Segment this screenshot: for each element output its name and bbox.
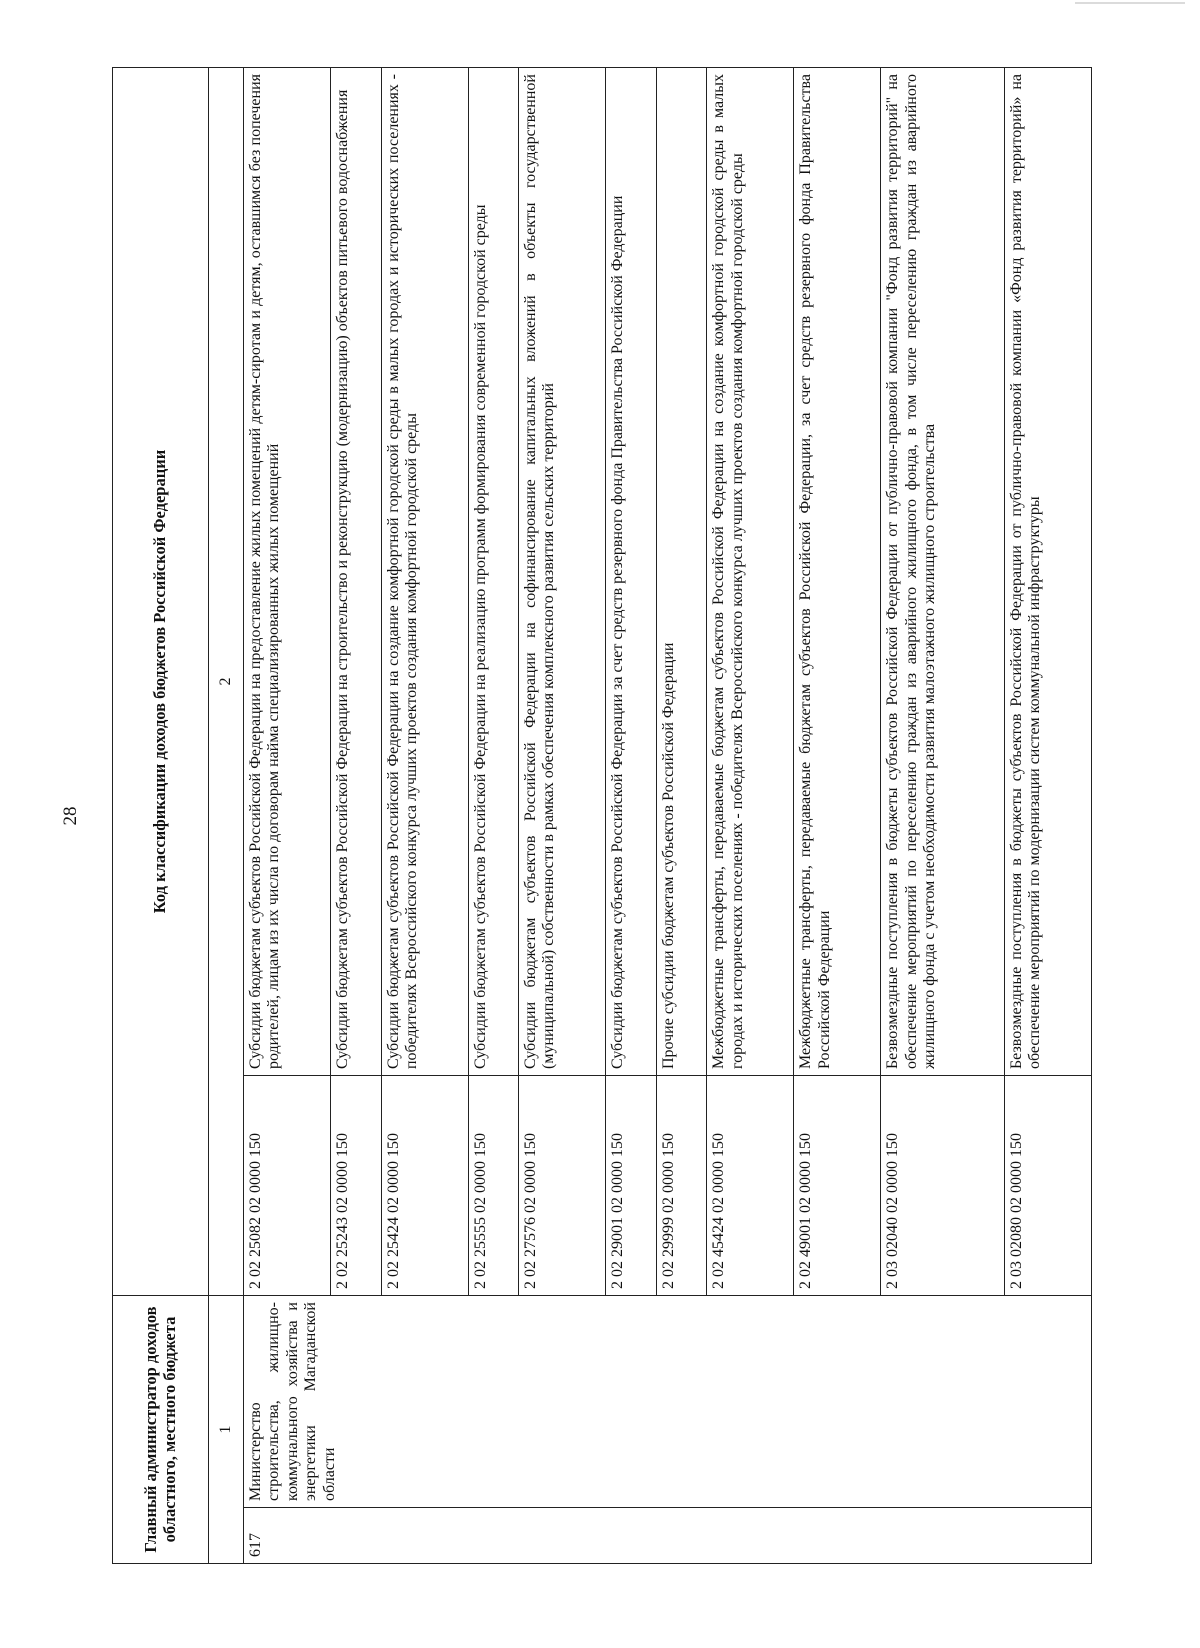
header-admin: Главный администратор доходов областного, местного бюджета [113, 1296, 209, 1564]
income-description-cell: Межбюджетные трансферты, передаваемые бюджетам субъектов Российской Федерации, за счет средств резервного фонда Правительства Российской Федерации [794, 68, 881, 1076]
column-number-row [209, 68, 244, 1564]
income-code-cell: 2 02 25082 02 0000 150 [244, 1076, 331, 1296]
income-code-cell: 2 03 02040 02 0000 150 [881, 1076, 1005, 1296]
income-description-cell: Субсидии бюджетам субъектов Российской Федерации на реализацию программ формирования современной городской среды [468, 68, 518, 1076]
income-description-cell: Безвозмездные поступления в бюджеты субъектов Российской Федерации от публично-правовой компании «Фонд развития территорий» на обеспечение мероприятий по модернизации систем коммунальной инфраструктуры [1004, 68, 1091, 1076]
income-code-cell: 2 02 49001 02 0000 150 [794, 1076, 881, 1296]
income-description-cell: Субсидии бюджетам субъектов Российской Федерации на создание комфортной городской среды в малых городах и исторических поселениях - победителях Всероссийского конкурса лучших проектов создания комфортной городской среды [381, 68, 468, 1076]
header-classification: Код классификации доходов бюджетов Российской Федерации [113, 68, 209, 1296]
income-description-cell: Субсидии бюджетам субъектов Российской Федерации на предоставление жилых помещений детям-сиротам и детям, оставшимся без попечения родителей, лицам из их числа по договорам найма специализированных жилых помещений [244, 68, 331, 1076]
income-code-cell: 2 02 29001 02 0000 150 [606, 1076, 656, 1296]
rotated-document [60, 68, 1092, 1564]
column-number-2: 2 [209, 68, 244, 1296]
income-description-cell: Субсидии бюджетам субъектов Российской Федерации на софинансирование капитальных вложений в объекты государственной (муниципальной) собственности в рамках обеспечения комплексного развития сельских территорий [519, 68, 606, 1076]
table-row [244, 68, 331, 1564]
table-header-row [113, 68, 209, 1564]
income-description-cell: Субсидии бюджетам субъектов Российской Федерации на строительство и реконструкцию (модернизацию) объектов питьевого водоснабжения [331, 68, 381, 1076]
column-number-1: 1 [209, 1296, 244, 1564]
income-code-cell: 2 02 25243 02 0000 150 [331, 1076, 381, 1296]
income-code-cell: 2 02 29999 02 0000 150 [656, 1076, 706, 1296]
income-code-cell: 2 03 02080 02 0000 150 [1004, 1076, 1091, 1296]
scan-artifact [1075, 2, 1185, 4]
classification-table [112, 67, 1092, 1564]
income-code-cell: 2 02 27576 02 0000 150 [519, 1076, 606, 1296]
income-description-cell: Субсидии бюджетам субъектов Российской Федерации за счет средств резервного фонда Правительства Российской Федерации [606, 68, 656, 1076]
income-description-cell: Безвозмездные поступления в бюджеты субъектов Российской Федерации от публично-правовой компании "Фонд развития территорий" на обеспечение мероприятий по переселению граждан из аварийного жилищного фонда, в том числе переселению граждан из аварийного жилищного фонда с учетом необходимости развития малоэтажного жилищного строительства [881, 68, 1005, 1076]
income-code-cell: 2 02 45424 02 0000 150 [707, 1076, 794, 1296]
admin-name-cell: Министерство строительства, жилищно-коммунального хозяйства и энергетики Магаданской области [244, 1296, 1092, 1508]
income-code-cell: 2 02 25424 02 0000 150 [381, 1076, 468, 1296]
income-description-cell: Прочие субсидии бюджетам субъектов Российской Федерации [656, 68, 706, 1076]
page-number: 28 [60, 806, 81, 826]
income-code-cell: 2 02 25555 02 0000 150 [468, 1076, 518, 1296]
income-description-cell: Межбюджетные трансферты, передаваемые бюджетам субъектов Российской Федерации на создание комфортной городской среды в малых городах и исторических поселениях - победителях Всероссийского конкурса лучших проектов создания комфортной городской среды [707, 68, 794, 1076]
admin-code-cell: 617 [244, 1508, 1092, 1564]
